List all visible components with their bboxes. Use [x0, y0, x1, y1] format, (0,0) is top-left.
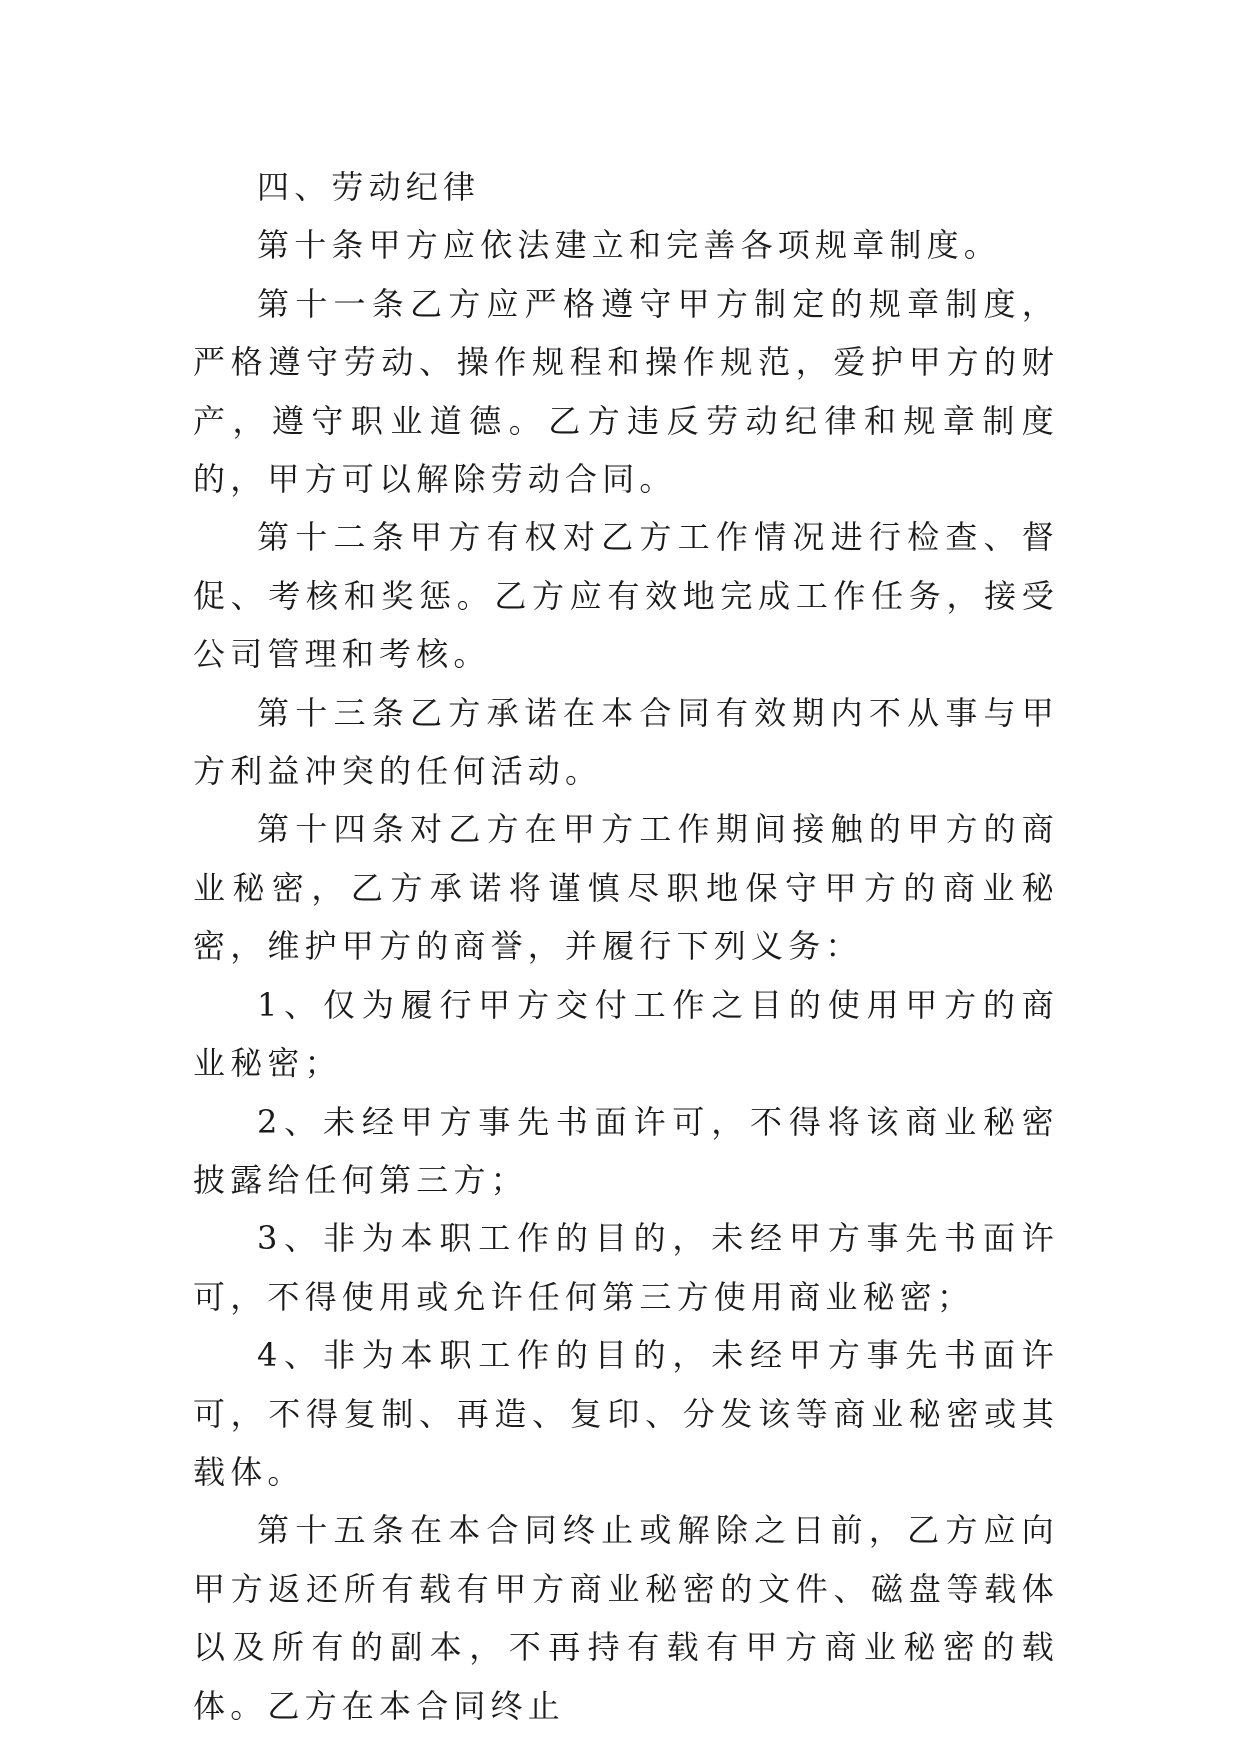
article-12: 第十二条甲方有权对乙方工作情况进行检查、督促、考核和奖惩。乙方应有效地完成工作任务，接受公司管理和考核。	[193, 518, 1059, 674]
obligation-2: 2、未经甲方事先书面许可，不得将该商业秘密披露给任何第三方；	[193, 1102, 1059, 1199]
section-heading-labor-discipline: 四、劳动纪律	[257, 168, 481, 206]
obligation-3: 3、非为本职工作的目的，未经甲方事先书面许可，不得使用或允许任何第三方使用商业秘密；	[193, 1219, 1059, 1316]
article-11: 第十一条乙方应严格遵守甲方制定的规章制度，严格遵守劳动、操作规程和操作规范，爱护甲方的财产，遵守职业道德。乙方违反劳动纪律和规章制度的，甲方可以解除劳动合同。	[193, 284, 1059, 499]
article-10: 第十条甲方应依法建立和完善各项规章制度。	[257, 226, 1002, 265]
document-body	[193, 158, 1059, 1735]
article-15: 第十五条在本合同终止或解除之日前，乙方应向甲方返还所有载有甲方商业秘密的文件、磁盘等载体以及所有的副本，不再持有载有甲方商业秘密的载体。乙方在本合同终止	[193, 1511, 1059, 1725]
obligation-4: 4、非为本职工作的目的，未经甲方事先书面许可，不得复制、再造、复印、分发该等商业秘密或其载体。	[193, 1336, 1059, 1491]
article-13: 第十三条乙方承诺在本合同有效期内不从事与甲方利益冲突的任何活动。	[193, 693, 1059, 791]
obligation-1: 1、仅为履行甲方交付工作之目的使用甲方的商业秘密；	[193, 985, 1059, 1083]
article-14: 第十四条对乙方在甲方工作期间接触的甲方的商业秘密，乙方承诺将谨慎尽职地保守甲方的商业秘密，维护甲方的商誉，并履行下列义务：	[193, 810, 1059, 966]
